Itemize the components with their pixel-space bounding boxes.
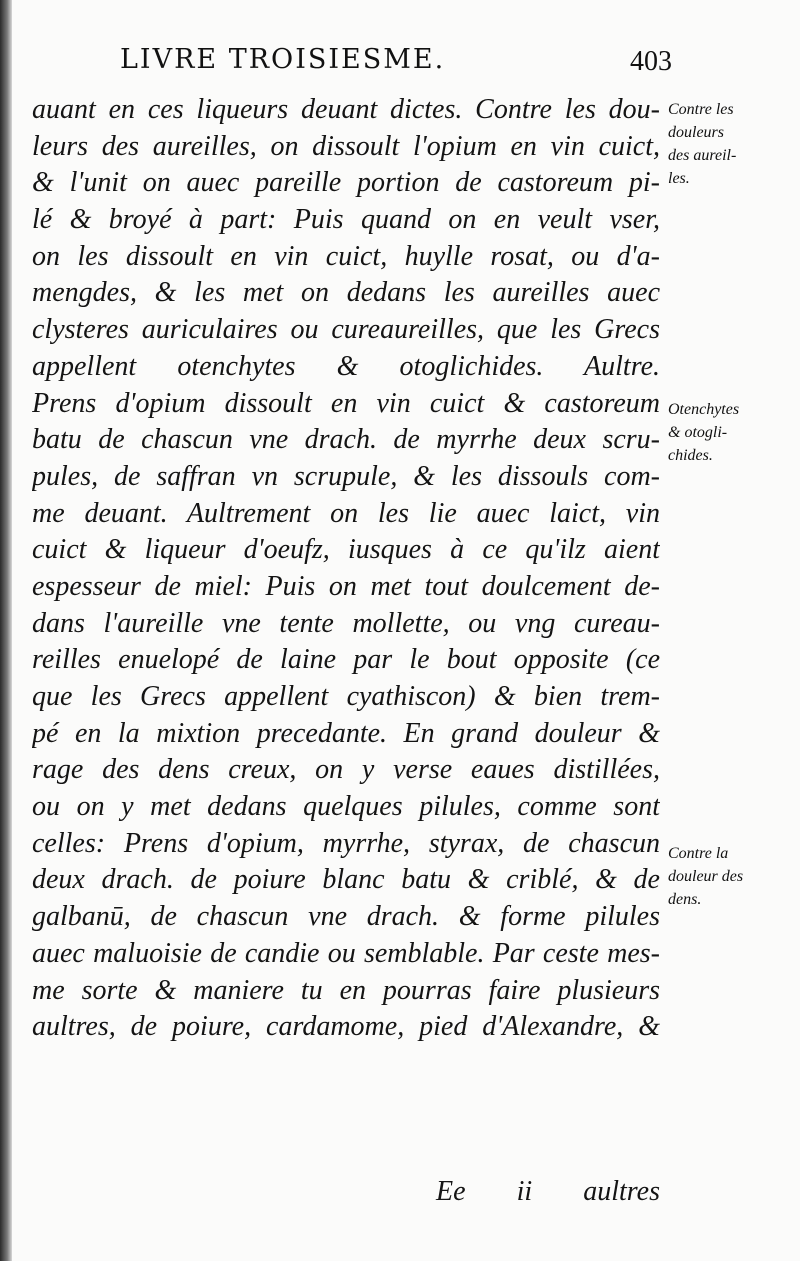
- margin-note-toothache: [668, 842, 793, 911]
- text-line: deux drach. de poiure blanc batu & criblé, & de: [32, 864, 660, 896]
- text-line: rage des dens creux, on y verse eaues distillées,: [32, 754, 660, 786]
- margin-note-line: & otogli-: [668, 424, 728, 441]
- text-line: reilles enuelopé de laine par le bout opposite (ce: [32, 644, 660, 676]
- text-line: & l'unit on auec pareille portion de castoreum pi-: [32, 167, 660, 199]
- text-line: batu de chascun vne drach. de myrrhe deux scru-: [32, 424, 660, 456]
- text-line: lé & broyé à part: Puis quand on en veult vser,: [32, 204, 660, 236]
- catchword: aultres: [583, 1176, 660, 1207]
- margin-note-ear-pain: [668, 98, 793, 190]
- text-line: me sorte & maniere tu en pourras faire plusieurs: [32, 974, 660, 1006]
- catchline: [436, 1176, 660, 1208]
- text-line: galbanū, de chascun vne drach. & forme pilules: [32, 901, 660, 933]
- margin-note-line: Contre la: [668, 845, 729, 862]
- text-line: dans l'aureille vne tente mollette, ou vng cureau-: [32, 607, 660, 639]
- text-line: aultres, de poiure, cardamome, pied d'Alexandre, &: [32, 1011, 660, 1043]
- margin-note-line: Otenchytes: [668, 401, 740, 418]
- text-line: auec maluoisie de candie ou semblable. Par ceste mes-: [32, 937, 660, 969]
- margin-note-line: chides.: [668, 447, 713, 464]
- text-line: Prens d'opium dissoult en vin cuict & castoreum: [32, 387, 660, 419]
- text-line: pé en la mixtion precedante. En grand douleur &: [32, 717, 660, 749]
- text-line: me deuant. Aultrement on les lie auec laict, vin: [32, 497, 660, 529]
- text-line: cuict & liqueur d'oeufz, iusques à ce qu'ilz aient: [32, 534, 660, 566]
- running-head: LIVRE TROISIESME.: [120, 44, 446, 75]
- text-line: auant en ces liqueurs deuant dictes. Contre les dou-: [32, 94, 660, 125]
- page-header: [120, 44, 680, 84]
- margin-note-line: des aureil-: [668, 147, 737, 164]
- body-text: [32, 92, 660, 1046]
- text-line: que les Grecs appellent cyathiscon) & bien trem-: [32, 681, 660, 712]
- signature-mark: Ee: [436, 1176, 466, 1207]
- text-line: espesseur de miel: Puis on met tout doulcement de-: [32, 570, 660, 602]
- text-line: mengdes, & les met on dedans les aureilles auec: [32, 277, 660, 309]
- page-gutter: [0, 0, 12, 1261]
- margin-note-line: dens.: [668, 891, 702, 908]
- margin-note-line: les.: [668, 170, 690, 187]
- margin-note-line: douleurs: [668, 124, 724, 141]
- margin-note-otenchytes: [668, 398, 793, 467]
- text-line: leurs des aureilles, on dissoult l'opium en vin cuict,: [32, 130, 660, 162]
- text-line: on les dissoult en vin cuict, huylle rosat, ou d'a-: [32, 240, 660, 272]
- page-number: 403: [630, 46, 672, 77]
- signature-folio: ii: [516, 1176, 533, 1207]
- text-line: appellent otenchytes & otoglichides. Aultre.: [32, 350, 660, 382]
- margin-note-line: Contre les: [668, 101, 734, 118]
- text-line: clysteres auriculaires ou cureaureilles, que les Grecs: [32, 314, 660, 346]
- margin-note-line: douleur des: [668, 868, 744, 885]
- text-line: ou on y met dedans quelques pilules, comme sont: [32, 791, 660, 823]
- text-line: celles: Prens d'opium, myrrhe, styrax, de chascun: [32, 827, 660, 859]
- text-line: pules, de saffran vn scrupule, & les dissouls com-: [32, 460, 660, 492]
